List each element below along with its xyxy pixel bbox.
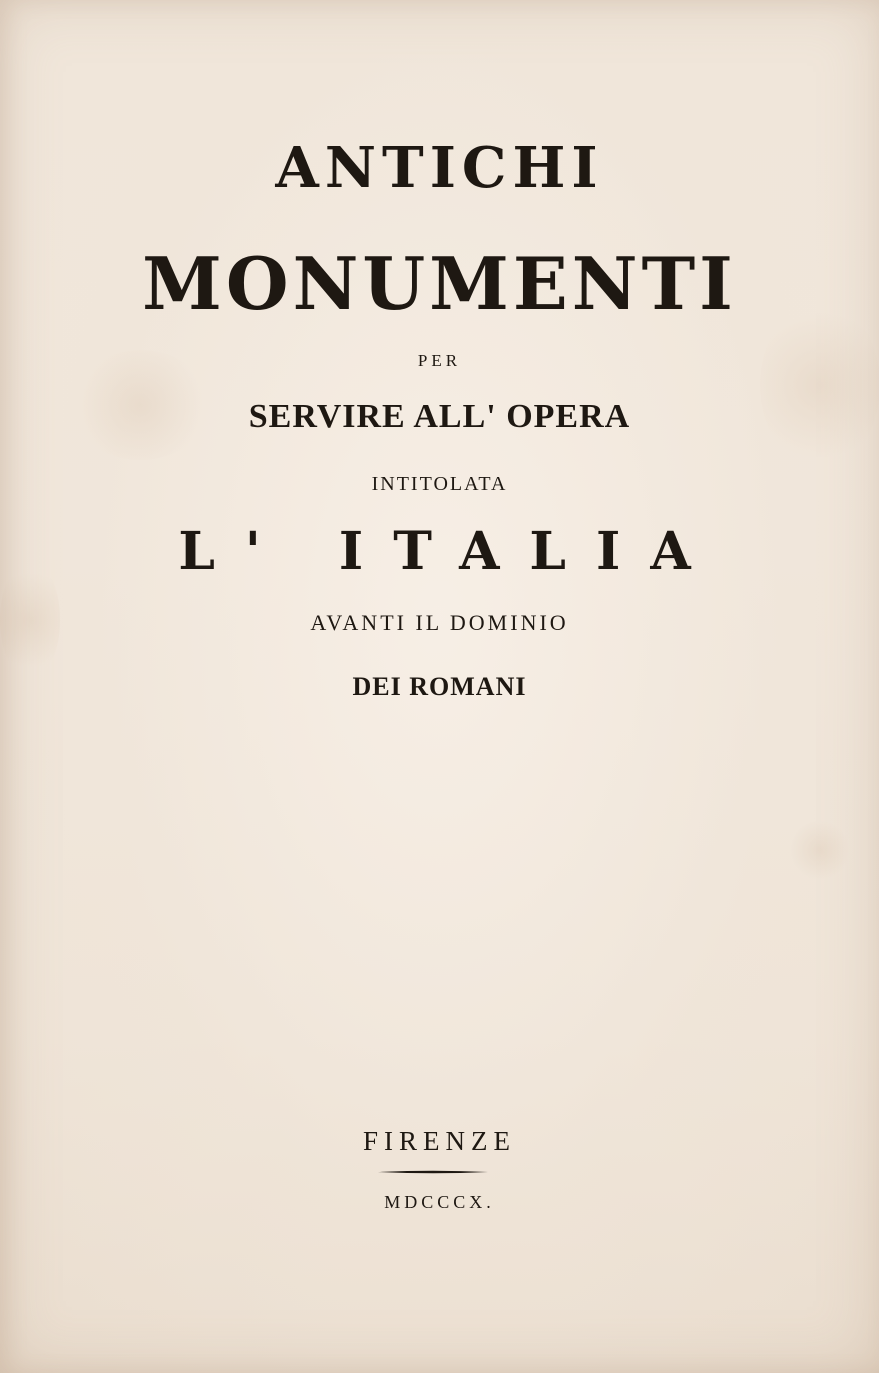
paper-stain [790, 820, 850, 880]
title-monumenti: MONUMENTI [142, 241, 737, 326]
title-avanti: AVANTI IL DOMINIO [310, 610, 569, 635]
imprint-place: FIRENZE [363, 1126, 516, 1156]
divider-rule [378, 1170, 488, 1174]
title-italia: L' ITALIA [178, 521, 721, 582]
title-servire: SERVIRE ALL' OPERA [248, 398, 631, 435]
paper-stain [760, 300, 879, 470]
imprint-year: MDCCCX. [384, 1192, 495, 1212]
title-dei-romani: DEI ROMANI [352, 672, 527, 701]
title-intitolata: INTITOLATA [371, 473, 508, 495]
title-antichi: ANTICHI [275, 135, 604, 201]
title-per: PER [417, 351, 462, 370]
